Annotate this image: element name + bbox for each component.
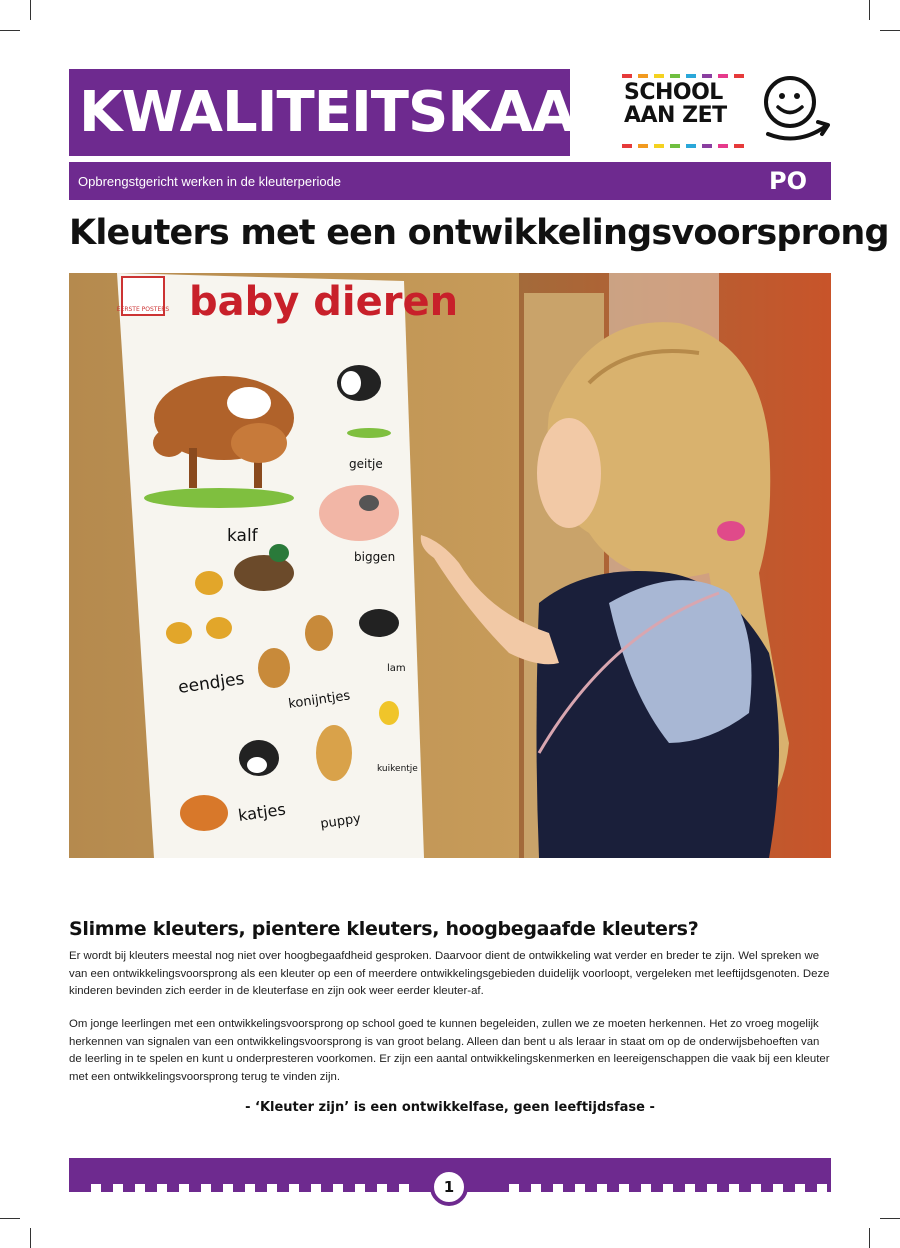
paragraph-1: Er wordt bij kleuters meestal nog niet over hoogbegaafdheid gesproken. Daarvoor dient de ontwikkeling wat verder en breder te zijn. Wel spreken we van een ontwikkelingsvoorsprong als een kleuter op een of meerdere ontwikkelingsgebieden duidelijk voorloopt, vergeleken met leeftijdsgenoten. Deze kinderen bevinden zich eerder in de kleuterfase en zijn ook weer eerder kleuter-af. [69,950,830,997]
page-title: Kleuters met een ontwikkelingsvoorsprong [69,213,889,253]
footer-notch [641,1184,651,1192]
footer-notch [729,1184,739,1192]
footer-notch [553,1184,563,1192]
crop-mark [869,1228,870,1248]
footer-notch [531,1184,541,1192]
label-kuikentje: kuikentje [377,764,418,774]
footer-notch [597,1184,607,1192]
label-lam: lam [387,663,406,674]
school-aan-zet-logo [622,72,832,152]
footer-notch [707,1184,717,1192]
logo-text-line2: AAN ZET [624,103,727,128]
poster-title: baby dieren [189,279,459,325]
logo-color-dashes [622,74,752,78]
logo-color-dashes [622,144,752,148]
footer-notch [333,1184,343,1192]
label-kalf: kalf [227,526,258,546]
footer-notch [113,1184,123,1192]
level-badge: PO [769,167,807,195]
footer-notch [751,1184,761,1192]
brand-banner [69,69,652,156]
label-geitje: geitje [349,457,383,471]
footer-notch [289,1184,299,1192]
footer-notch [267,1184,277,1192]
footer-notch [157,1184,167,1192]
subtitle-bar [69,162,831,200]
footer-notch [509,1184,519,1192]
footer-notch [663,1184,673,1192]
crop-mark [0,30,20,31]
footer-notch [179,1184,189,1192]
quote: - ‘Kleuter zijn’ is een ontwikkelfase, geen leeftijdsfase - [245,1100,655,1115]
footer-notch [201,1184,211,1192]
footer-notch [619,1184,629,1192]
label-katjes: katjes [236,799,287,825]
label-eendjes: eendjes [176,668,246,698]
smiley-icon [762,74,832,146]
footer-notch [223,1184,233,1192]
crop-mark [30,1228,31,1248]
hero-photo [69,273,831,858]
label-puppy: puppy [319,811,362,832]
footer-notch [377,1184,387,1192]
crop-mark [880,1218,900,1219]
crop-mark [869,0,870,20]
page-number: 1 [430,1168,468,1206]
logo-text-line1: SCHOOL [624,80,723,105]
subtitle-text: Opbrengstgericht werken in de kleuterperiode [78,173,342,189]
footer-notch [817,1184,827,1192]
footer-notch [91,1184,101,1192]
brand-title: KWALITEITSKAART [79,79,652,145]
footer-notch [795,1184,805,1192]
poster-badge: EERSTE POSTERS [116,306,170,313]
footer-notch [245,1184,255,1192]
paragraph-2: Om jonge leerlingen met een ontwikkelingsvoorsprong op school goed te kunnen begeleiden, zullen we ze moeten herkennen. Het zo vroeg mogelijk herkennen van signalen van een ontwikkelingsvoorsprong is van groot belang. Alleen dan bent u als leraar in staat om op de onderwijsbehoeften van de leerling in te spelen en kunt u onderpresteren voorkomen. Er zijn een aantal ontwikkelingskenmerken en leereigenschappen die vaak bij een kleuter met een ontwikkelingsvoorsprong terug te vinden zijn. [69,1018,830,1083]
footer-notch [575,1184,585,1192]
section-heading: Slimme kleuters, pientere kleuters, hoogbegaafde kleuters? [69,918,699,940]
label-biggen: biggen [354,550,396,564]
crop-mark [0,1218,20,1219]
footer-notch [355,1184,365,1192]
crop-mark [30,0,31,20]
footer-notch [135,1184,145,1192]
footer-notch [685,1184,695,1192]
crop-mark [880,30,900,31]
footer-notch [399,1184,409,1192]
label-konijntjes: konijntjes [287,688,352,712]
footer-notch [311,1184,321,1192]
footer-notch [773,1184,783,1192]
